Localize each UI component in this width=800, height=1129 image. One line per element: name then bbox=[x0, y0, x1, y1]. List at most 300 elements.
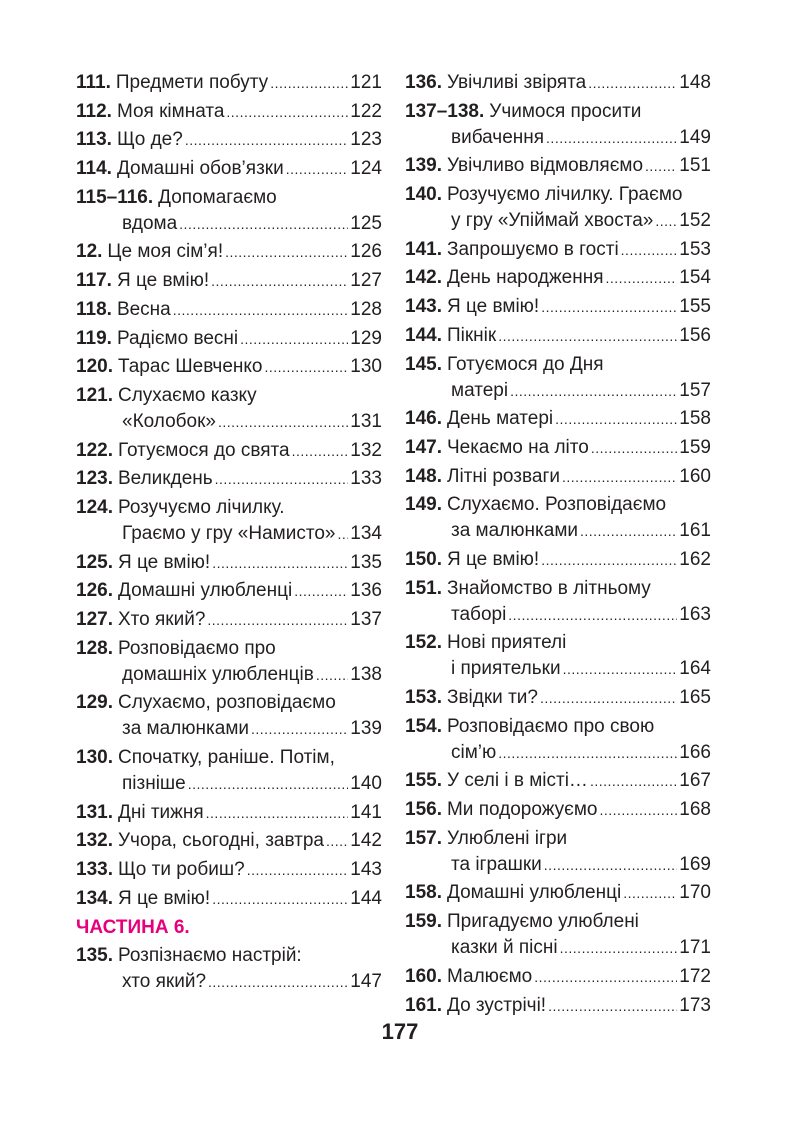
toc-entry-line bbox=[76, 297, 382, 323]
toc-entry-page: 149 bbox=[679, 126, 711, 148]
toc-entry-title: матері bbox=[451, 379, 509, 401]
toc-dot-leader bbox=[215, 466, 349, 492]
toc-entry bbox=[76, 99, 382, 125]
toc-dot-leader bbox=[555, 406, 677, 432]
toc-entry bbox=[76, 156, 382, 182]
toc-entry-page: 157 bbox=[679, 379, 711, 401]
toc-entry-line bbox=[76, 239, 382, 265]
toc-entry-line bbox=[405, 797, 711, 823]
toc-entry-line bbox=[405, 323, 711, 349]
toc-entry-page: 171 bbox=[679, 937, 711, 959]
toc-entry-number: 154. bbox=[405, 715, 442, 737]
toc-entry bbox=[76, 886, 382, 912]
toc-entry-title: Я це вмію! bbox=[117, 551, 211, 573]
toc-entry bbox=[405, 964, 711, 990]
toc-entry-line bbox=[405, 182, 711, 208]
toc-entry-title: Радіємо весні bbox=[116, 327, 239, 349]
toc-entry-number: 147. bbox=[405, 436, 442, 458]
toc-entry-title: Тарас Шевченко bbox=[117, 356, 263, 378]
toc-entry bbox=[405, 880, 711, 906]
toc-dot-leader bbox=[540, 685, 677, 711]
toc-entry-page: 122 bbox=[350, 100, 382, 122]
toc-entry bbox=[76, 70, 382, 96]
toc-entry-title: Я це вмію! bbox=[446, 548, 540, 570]
toc-entry-line bbox=[76, 354, 382, 380]
toc-entry-line bbox=[405, 70, 711, 96]
toc-entry-line bbox=[405, 714, 711, 740]
toc-entry bbox=[405, 406, 711, 432]
toc-dot-leader bbox=[541, 547, 677, 573]
toc-entry-continuation bbox=[76, 521, 382, 547]
toc-entry-title: Хто який? bbox=[117, 609, 206, 630]
toc-entry-page: 136 bbox=[350, 580, 382, 602]
toc-entry-continuation bbox=[76, 771, 382, 797]
toc-entry bbox=[76, 383, 382, 435]
toc-entry-title: Ми подорожуємо bbox=[446, 799, 598, 821]
toc-entry-title: за малюнками bbox=[122, 718, 249, 740]
toc-entry-line bbox=[405, 99, 711, 125]
toc-entry-title: Це моя сім’я! bbox=[107, 241, 224, 263]
toc-entry-line bbox=[76, 886, 382, 912]
toc-entry-title: Розучуємо лічилку. bbox=[117, 496, 285, 518]
toc-entry-page: 143 bbox=[350, 859, 382, 881]
toc-entry-page: 123 bbox=[350, 129, 382, 151]
toc-dot-leader bbox=[240, 326, 348, 352]
toc-entry-number: 141. bbox=[405, 238, 442, 260]
toc-entry-continuation bbox=[405, 378, 711, 404]
toc-entry-number: 157. bbox=[405, 827, 442, 849]
toc-entry-number: 113. bbox=[76, 129, 112, 151]
toc-entry bbox=[76, 127, 382, 153]
toc-entry-title: Літні розваги bbox=[446, 465, 560, 487]
toc-entry-page: 158 bbox=[679, 408, 711, 430]
toc-entry-page: 162 bbox=[679, 548, 711, 570]
toc-entry-line bbox=[405, 768, 711, 794]
toc-entry-number: 155. bbox=[405, 770, 442, 792]
toc-entry-title: Домашні улюбленці bbox=[117, 580, 293, 602]
toc-entry-page: 134 bbox=[350, 522, 382, 544]
toc-entry-line bbox=[76, 127, 382, 153]
toc-entry-title: Улюблені ігри bbox=[446, 827, 568, 849]
toc-entry-page: 144 bbox=[350, 887, 382, 909]
toc-entry-title: Що ти робиш? bbox=[117, 859, 245, 881]
toc-entry-title: Весна bbox=[116, 298, 171, 320]
toc-entry-continuation bbox=[76, 969, 382, 995]
toc-dot-leader bbox=[212, 550, 348, 576]
toc-right-column bbox=[405, 70, 711, 1021]
toc-entry bbox=[76, 326, 382, 352]
toc-entry-page: 154 bbox=[679, 267, 711, 289]
toc-entry-number: 122. bbox=[76, 439, 113, 461]
toc-dot-leader bbox=[623, 880, 677, 906]
toc-dot-leader bbox=[251, 716, 348, 742]
toc-entry bbox=[76, 495, 382, 547]
toc-entry-page: 124 bbox=[350, 158, 382, 180]
toc-entry-page: 138 bbox=[350, 663, 382, 685]
toc-entry-line bbox=[405, 630, 711, 656]
toc-entry bbox=[405, 435, 711, 461]
toc-entry bbox=[405, 323, 711, 349]
toc-entry-line bbox=[76, 383, 382, 409]
toc-entry-title: Дні тижня bbox=[117, 801, 204, 823]
toc-entry-page: 133 bbox=[350, 468, 382, 490]
toc-entry-title: вибачення bbox=[451, 126, 545, 148]
toc-entry-number: 124. bbox=[76, 496, 113, 518]
toc-entry bbox=[76, 297, 382, 323]
toc-entry-page: 127 bbox=[350, 270, 382, 292]
toc-entry-title: Граємо у гру «Намисто» bbox=[122, 522, 336, 544]
toc-entry-line bbox=[405, 237, 711, 263]
page-number: 177 bbox=[381, 1019, 419, 1044]
toc-dot-leader bbox=[207, 607, 348, 633]
toc-entry bbox=[405, 99, 711, 151]
toc-entry-line bbox=[76, 156, 382, 182]
toc-entry-title: У селі і в місті… bbox=[446, 770, 588, 792]
toc-dot-leader bbox=[590, 768, 677, 794]
toc-entry-number: 126. bbox=[76, 580, 113, 602]
toc-entry-page: 137 bbox=[350, 609, 382, 630]
toc-entry-title: Нові приятелі bbox=[446, 632, 567, 654]
toc-entry-title: Що де? bbox=[116, 129, 183, 151]
toc-entry-title: пізніше bbox=[122, 773, 186, 795]
toc-dot-leader bbox=[548, 993, 677, 1019]
toc-entry-title: До зустрічі! bbox=[446, 994, 547, 1016]
toc-entry-page: 169 bbox=[679, 853, 711, 875]
toc-entry-title: Звідки ти? bbox=[446, 687, 538, 708]
toc-entry-title: Розпізнаємо настрій: bbox=[117, 945, 302, 967]
toc-entry-number: 139. bbox=[405, 155, 442, 177]
toc-entry-title: Учора, сьогодні, завтра bbox=[117, 830, 324, 852]
toc-entry bbox=[405, 547, 711, 573]
toc-entry-line bbox=[76, 326, 382, 352]
toc-dot-leader bbox=[173, 297, 349, 323]
toc-entry-page: 128 bbox=[350, 298, 382, 320]
toc-dot-leader bbox=[562, 464, 677, 490]
toc-entry-page: 166 bbox=[679, 741, 711, 763]
toc-entry-page: 148 bbox=[679, 72, 711, 93]
toc-entry-page: 163 bbox=[679, 603, 711, 625]
toc-entry-line bbox=[76, 70, 382, 96]
toc-entry-number: 111. bbox=[76, 72, 111, 93]
toc-entry-title: таборі bbox=[451, 603, 507, 625]
toc-entry-continuation bbox=[405, 935, 711, 961]
toc-entry-number: 129. bbox=[76, 692, 113, 714]
toc-entry bbox=[405, 182, 711, 234]
toc-entry-page: 135 bbox=[350, 551, 382, 573]
toc-entry bbox=[405, 768, 711, 794]
toc-entry-title: «Колобок» bbox=[122, 410, 216, 432]
toc-entry-line bbox=[76, 800, 382, 826]
toc-entry-number: 120. bbox=[76, 356, 113, 378]
toc-entry bbox=[405, 993, 711, 1019]
toc-entry-title: Готуємося до свята bbox=[117, 439, 290, 461]
toc-entry-number: 132. bbox=[76, 830, 113, 852]
toc-entry-line bbox=[76, 690, 382, 716]
toc-entry-page: 132 bbox=[350, 439, 382, 461]
toc-entry-number: 127. bbox=[76, 609, 113, 630]
toc-entry bbox=[405, 492, 711, 544]
toc-entry-line bbox=[76, 578, 382, 604]
toc-entry bbox=[76, 607, 382, 633]
toc-entry bbox=[405, 294, 711, 320]
toc-entry-number: 146. bbox=[405, 408, 442, 430]
toc-dot-leader bbox=[580, 518, 677, 544]
toc-dot-leader bbox=[265, 354, 349, 380]
toc-entry bbox=[405, 714, 711, 766]
toc-entry-title: Я це вмію! bbox=[446, 296, 540, 318]
toc-entry-line bbox=[76, 268, 382, 294]
toc-entry-number: 123. bbox=[76, 468, 113, 490]
toc-entry-page: 161 bbox=[679, 520, 711, 542]
toc-entry-number: 134. bbox=[76, 887, 113, 909]
toc-entry-page: 160 bbox=[679, 465, 711, 487]
toc-entry-number: 159. bbox=[405, 911, 442, 933]
toc-entry-number: 12. bbox=[76, 241, 103, 263]
toc-entry bbox=[76, 800, 382, 826]
toc-dot-leader bbox=[544, 852, 678, 878]
toc-entry-line bbox=[76, 943, 382, 969]
toc-entry-number: 112. bbox=[76, 100, 112, 122]
toc-entry bbox=[405, 826, 711, 878]
toc-entry bbox=[405, 797, 711, 823]
toc-entry bbox=[76, 185, 382, 237]
toc-entry-page: 147 bbox=[350, 971, 382, 993]
toc-entry-number: 143. bbox=[405, 296, 442, 318]
toc-entry bbox=[76, 578, 382, 604]
toc-entry-number: 152. bbox=[405, 632, 442, 654]
toc-entry-continuation bbox=[76, 409, 382, 435]
toc-dot-leader bbox=[225, 239, 348, 265]
toc-entry-number: 161. bbox=[405, 994, 442, 1016]
toc-entry bbox=[405, 576, 711, 628]
toc-entry bbox=[76, 745, 382, 797]
toc-entry-continuation bbox=[405, 656, 711, 682]
toc-entry bbox=[76, 354, 382, 380]
toc-entry-page: 155 bbox=[679, 296, 711, 318]
toc-dot-leader bbox=[294, 578, 348, 604]
toc-entry-number: 135. bbox=[76, 945, 113, 967]
toc-entry bbox=[405, 352, 711, 404]
toc-entry-line bbox=[405, 685, 711, 711]
toc-dot-leader bbox=[185, 127, 348, 153]
toc-entry-line bbox=[76, 466, 382, 492]
toc-dot-leader bbox=[270, 70, 348, 96]
toc-entry-number: 117. bbox=[76, 270, 112, 292]
toc-entry bbox=[405, 464, 711, 490]
toc-entry-line bbox=[76, 550, 382, 576]
toc-entry-number: 142. bbox=[405, 267, 442, 289]
toc-entry bbox=[76, 636, 382, 688]
toc-dot-leader bbox=[179, 211, 348, 237]
toc-dot-leader bbox=[226, 99, 348, 125]
toc-entry-page: 172 bbox=[679, 965, 711, 987]
toc-entry-page: 126 bbox=[350, 241, 382, 263]
part-heading: ЧАСТИНА 6. bbox=[76, 916, 190, 938]
toc-entry bbox=[76, 466, 382, 492]
toc-entry-number: 118. bbox=[76, 298, 112, 320]
toc-entry-title: Розповідаємо про bbox=[117, 637, 276, 659]
toc-entry-line bbox=[405, 964, 711, 990]
toc-dot-leader bbox=[534, 964, 677, 990]
toc-entry-line bbox=[405, 294, 711, 320]
toc-entry-page: 156 bbox=[679, 324, 711, 346]
toc-entry-title: Я це вмію! bbox=[116, 270, 210, 292]
toc-entry-title: Увічливо відмовляємо bbox=[446, 155, 644, 177]
toc-entry-title: Увічливі звірята bbox=[446, 72, 587, 93]
toc-entry-number: 131. bbox=[76, 801, 113, 823]
toc-entry-line bbox=[76, 607, 382, 633]
toc-entry-title: і приятельки bbox=[451, 658, 561, 680]
toc-entry-continuation bbox=[405, 518, 711, 544]
toc-dot-leader bbox=[212, 886, 348, 912]
toc-dot-leader bbox=[546, 125, 677, 151]
toc-entry-line bbox=[76, 99, 382, 125]
toc-entry bbox=[405, 685, 711, 711]
toc-entry-title: Домашні обов’язки bbox=[116, 158, 284, 180]
toc-entry-line bbox=[405, 576, 711, 602]
toc-entry bbox=[76, 690, 382, 742]
toc-entry-number: 158. bbox=[405, 882, 442, 904]
toc-entry-title: Моя кімната bbox=[116, 100, 225, 122]
toc-entry-title: Предмети побуту bbox=[115, 72, 269, 93]
toc-entry-number: 144. bbox=[405, 324, 442, 346]
toc-entry-line bbox=[405, 492, 711, 518]
toc-entry-page: 131 bbox=[350, 410, 382, 432]
toc-entry-number: 121. bbox=[76, 384, 113, 406]
toc-dot-leader bbox=[498, 323, 677, 349]
toc-entry-title: Знайомство в літньому bbox=[446, 577, 651, 599]
toc-entry-page: 165 bbox=[679, 687, 711, 708]
toc-dot-leader bbox=[292, 438, 349, 464]
toc-entry-page: 121 bbox=[350, 72, 382, 93]
toc-dot-leader bbox=[588, 70, 677, 96]
toc-entry-line bbox=[405, 153, 711, 179]
toc-entry-line bbox=[76, 857, 382, 883]
toc-entry-title: Чекаємо на літо bbox=[446, 436, 589, 458]
toc-entry-title: казки й пісні bbox=[451, 937, 558, 959]
toc-entry-title: вдома bbox=[122, 212, 178, 234]
toc-entry-page: 142 bbox=[350, 830, 382, 852]
toc-entry-title: День матері bbox=[446, 408, 554, 430]
toc-entry bbox=[405, 153, 711, 179]
toc-dot-leader bbox=[508, 602, 677, 628]
toc-entry-title: Слухаємо, розповідаємо bbox=[117, 692, 336, 714]
toc-entry-page: 164 bbox=[679, 658, 711, 680]
toc-entry-number: 150. bbox=[405, 548, 442, 570]
toc-dot-leader bbox=[599, 797, 677, 823]
toc-entry-title: Спочатку, раніше. Потім, bbox=[117, 747, 335, 769]
toc-entry-line bbox=[405, 993, 711, 1019]
toc-entry-number: 136. bbox=[405, 72, 442, 93]
toc-dot-leader bbox=[510, 378, 677, 404]
toc-entry-line bbox=[76, 438, 382, 464]
toc-dot-leader bbox=[337, 521, 348, 547]
toc-entry-continuation bbox=[76, 716, 382, 742]
toc-entry-line bbox=[76, 745, 382, 771]
toc-entry-line bbox=[76, 828, 382, 854]
toc-dot-leader bbox=[208, 969, 348, 995]
toc-entry-page: 151 bbox=[679, 155, 711, 177]
toc-entry bbox=[76, 943, 382, 995]
toc-entry bbox=[76, 438, 382, 464]
toc-entry-continuation bbox=[76, 662, 382, 688]
toc-entry-line bbox=[76, 185, 382, 211]
toc-entry-continuation bbox=[405, 852, 711, 878]
toc-entry-continuation bbox=[76, 211, 382, 237]
toc-entry-page: 139 bbox=[350, 718, 382, 740]
toc-entry-number: 115–116. bbox=[76, 186, 154, 208]
toc-entry-line bbox=[405, 435, 711, 461]
toc-entry-title: Слухаємо. Розповідаємо bbox=[446, 494, 667, 516]
toc-entry-title: Запрошуємо в гості bbox=[446, 238, 619, 260]
toc-dot-leader bbox=[326, 828, 348, 854]
toc-entry-title: домашніх улюбленців bbox=[122, 663, 314, 685]
toc-entry-page: 140 bbox=[350, 773, 382, 795]
toc-dot-leader bbox=[188, 771, 349, 797]
toc-entry-page: 167 bbox=[679, 770, 711, 792]
toc-dot-leader bbox=[560, 935, 678, 961]
toc-entry-continuation bbox=[405, 208, 711, 234]
toc-entry-line bbox=[76, 495, 382, 521]
toc-entry-page: 130 bbox=[350, 356, 382, 378]
toc-entry-continuation bbox=[405, 125, 711, 151]
toc-entry-line bbox=[405, 547, 711, 573]
toc-entry-title: Великдень bbox=[117, 468, 213, 490]
toc-entry-number: 128. bbox=[76, 637, 113, 659]
toc-entry-title: Готуємося до Дня bbox=[446, 353, 604, 375]
toc-entry-title: хто який? bbox=[122, 971, 207, 993]
toc-entry-number: 148. bbox=[405, 465, 442, 487]
toc-dot-leader bbox=[541, 294, 677, 320]
toc-entry-title: сім’ю bbox=[451, 741, 497, 763]
toc-dot-leader bbox=[211, 268, 348, 294]
toc-entry-line bbox=[405, 909, 711, 935]
toc-entry bbox=[76, 828, 382, 854]
toc-entry-title: День народження bbox=[446, 267, 604, 289]
toc-entry-page: 152 bbox=[679, 210, 711, 232]
toc-left-column bbox=[76, 70, 382, 998]
toc-entry-line bbox=[76, 636, 382, 662]
toc-entry-number: 119. bbox=[76, 327, 112, 349]
toc-dot-leader bbox=[498, 740, 677, 766]
toc-entry-page: 129 bbox=[350, 327, 382, 349]
toc-entry-page: 159 bbox=[679, 436, 711, 458]
toc-entry-number: 156. bbox=[405, 799, 442, 821]
toc-entry-line bbox=[405, 880, 711, 906]
toc-entry-number: 145. bbox=[405, 353, 442, 375]
toc-entry-number: 151. bbox=[405, 577, 442, 599]
toc-entry-page: 168 bbox=[679, 799, 711, 821]
toc-entry-title: Учимося просити bbox=[489, 100, 642, 122]
toc-entry-title: Пригадуємо улюблені bbox=[446, 911, 639, 933]
toc-dot-leader bbox=[621, 237, 678, 263]
toc-entry bbox=[76, 550, 382, 576]
toc-entry-number: 137–138. bbox=[405, 100, 485, 122]
toc-entry-line bbox=[405, 265, 711, 291]
toc-entry bbox=[76, 239, 382, 265]
toc-entry-title: Розповідаємо про свою bbox=[446, 715, 655, 737]
toc-entry bbox=[405, 909, 711, 961]
toc-entry-number: 133. bbox=[76, 859, 113, 881]
toc-entry-page: 173 bbox=[679, 994, 711, 1016]
toc-entry-title: у гру «Упіймай хвоста» bbox=[451, 210, 654, 232]
toc-entry-title: Домашні улюбленці bbox=[446, 882, 622, 904]
toc-entry-page: 125 bbox=[350, 212, 382, 234]
toc-entry-continuation bbox=[405, 740, 711, 766]
toc-dot-leader bbox=[606, 265, 678, 291]
toc-dot-leader bbox=[563, 656, 678, 682]
toc-dot-leader bbox=[218, 409, 348, 435]
